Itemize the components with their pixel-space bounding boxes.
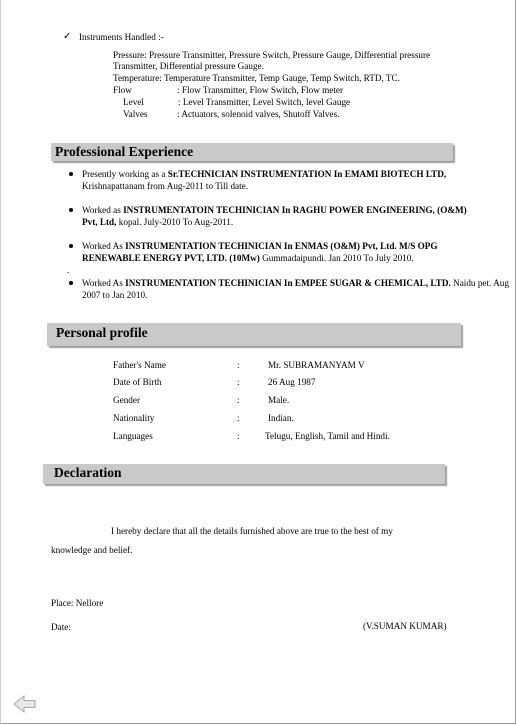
instruments-heading: Instruments Handled :-: [79, 32, 164, 42]
profile-label: Languages: [113, 431, 153, 441]
level-label: Level: [123, 97, 144, 107]
valves-value: : Actuators, solenoid valves, Shutoff Valves.: [177, 109, 340, 119]
professional-experience-title: Professional Experience: [55, 144, 194, 159]
experience-item-2: Worked as INSTRUMENTATOIN TECHINICIAN In RAGHU POWER ENGINEERING, (O&M) Pvt, Ltd, kopal. July-2010 To Aug-2011.: [82, 205, 467, 227]
signature-name: (V.SUMAN KUMAR): [363, 621, 447, 631]
profile-separator: :: [237, 395, 240, 405]
profile-value: Indian.: [268, 413, 294, 423]
experience-item-4: Worked As INSTRUMENTATION TECHINICIAN In EMPEE SUGAR & CHEMICAL, LTD. Naidu pet. Aug 2007 to Jan 2010.: [82, 278, 509, 300]
profile-label: Nationality: [113, 413, 155, 423]
bullet-icon: [69, 172, 73, 176]
bullet-icon: [69, 281, 73, 285]
profile-separator: :: [237, 431, 240, 441]
profile-value: Mr. SUBRAMANYAM V: [268, 360, 365, 370]
back-arrow-icon[interactable]: [13, 694, 37, 714]
profile-value: Male.: [268, 395, 290, 405]
profile-separator: :: [237, 413, 240, 423]
flow-label: Flow: [113, 85, 132, 95]
personal-profile-title: Personal profile: [56, 325, 148, 340]
temperature-line: Temperature: Temperature Transmitter, Temp Gauge, Temp Switch, RTD, TC.: [113, 73, 400, 83]
flow-value: : Flow Transmitter, Flow Switch, Flow meter: [177, 85, 344, 95]
valves-label: Valves: [123, 109, 148, 119]
place-field: Place: Nellore: [51, 598, 104, 608]
declaration-line-2: knowledge and belief.: [51, 545, 133, 555]
declaration-title: Declaration: [54, 465, 122, 480]
profile-label: Date of Birth: [113, 377, 162, 387]
bullet-icon: [69, 208, 73, 212]
profile-value: 26 Aug 1987: [268, 377, 316, 387]
bullet-icon: [69, 244, 73, 248]
profile-separator: :: [237, 377, 240, 387]
profile-label: Gender: [113, 395, 141, 405]
experience-item-1: Presently working as a Sr.TECHNICIAN INSTRUMENTATION In EMAMI BIOTECH LTD, Krishnapattanam from Aug-2011 to Till date.: [82, 169, 447, 191]
profile-separator: :: [237, 360, 240, 370]
experience-item-3: Worked As INSTRUMENTATION TECHINICIAN In ENMAS (O&M) Pvt, Ltd. M/S OPG RENEWABLE ENERGY PVT, LTD. (10Mw) Gummadaipundi. Jan 2010 To July 2010.: [82, 241, 438, 263]
profile-label: Father's Name: [113, 360, 166, 370]
check-mark-icon: ✓: [63, 31, 72, 42]
profile-value: Telugu, English, Tamil and Hindi.: [265, 431, 390, 441]
pressure-line-1: Pressure: Pressure Transmitter, Pressure Switch, Pressure Gauge, Differential pressure: [113, 50, 431, 60]
level-value: : Level Transmitter, Level Switch, level Gauge: [178, 97, 351, 107]
date-field: Date:: [51, 622, 71, 632]
declaration-line-1: I hereby declare that all the details furnished above are true to the best of my: [111, 526, 393, 536]
pressure-line-2: Transmitter, Differential pressure Gauge.: [113, 61, 264, 71]
stray-dot: .: [67, 265, 70, 275]
